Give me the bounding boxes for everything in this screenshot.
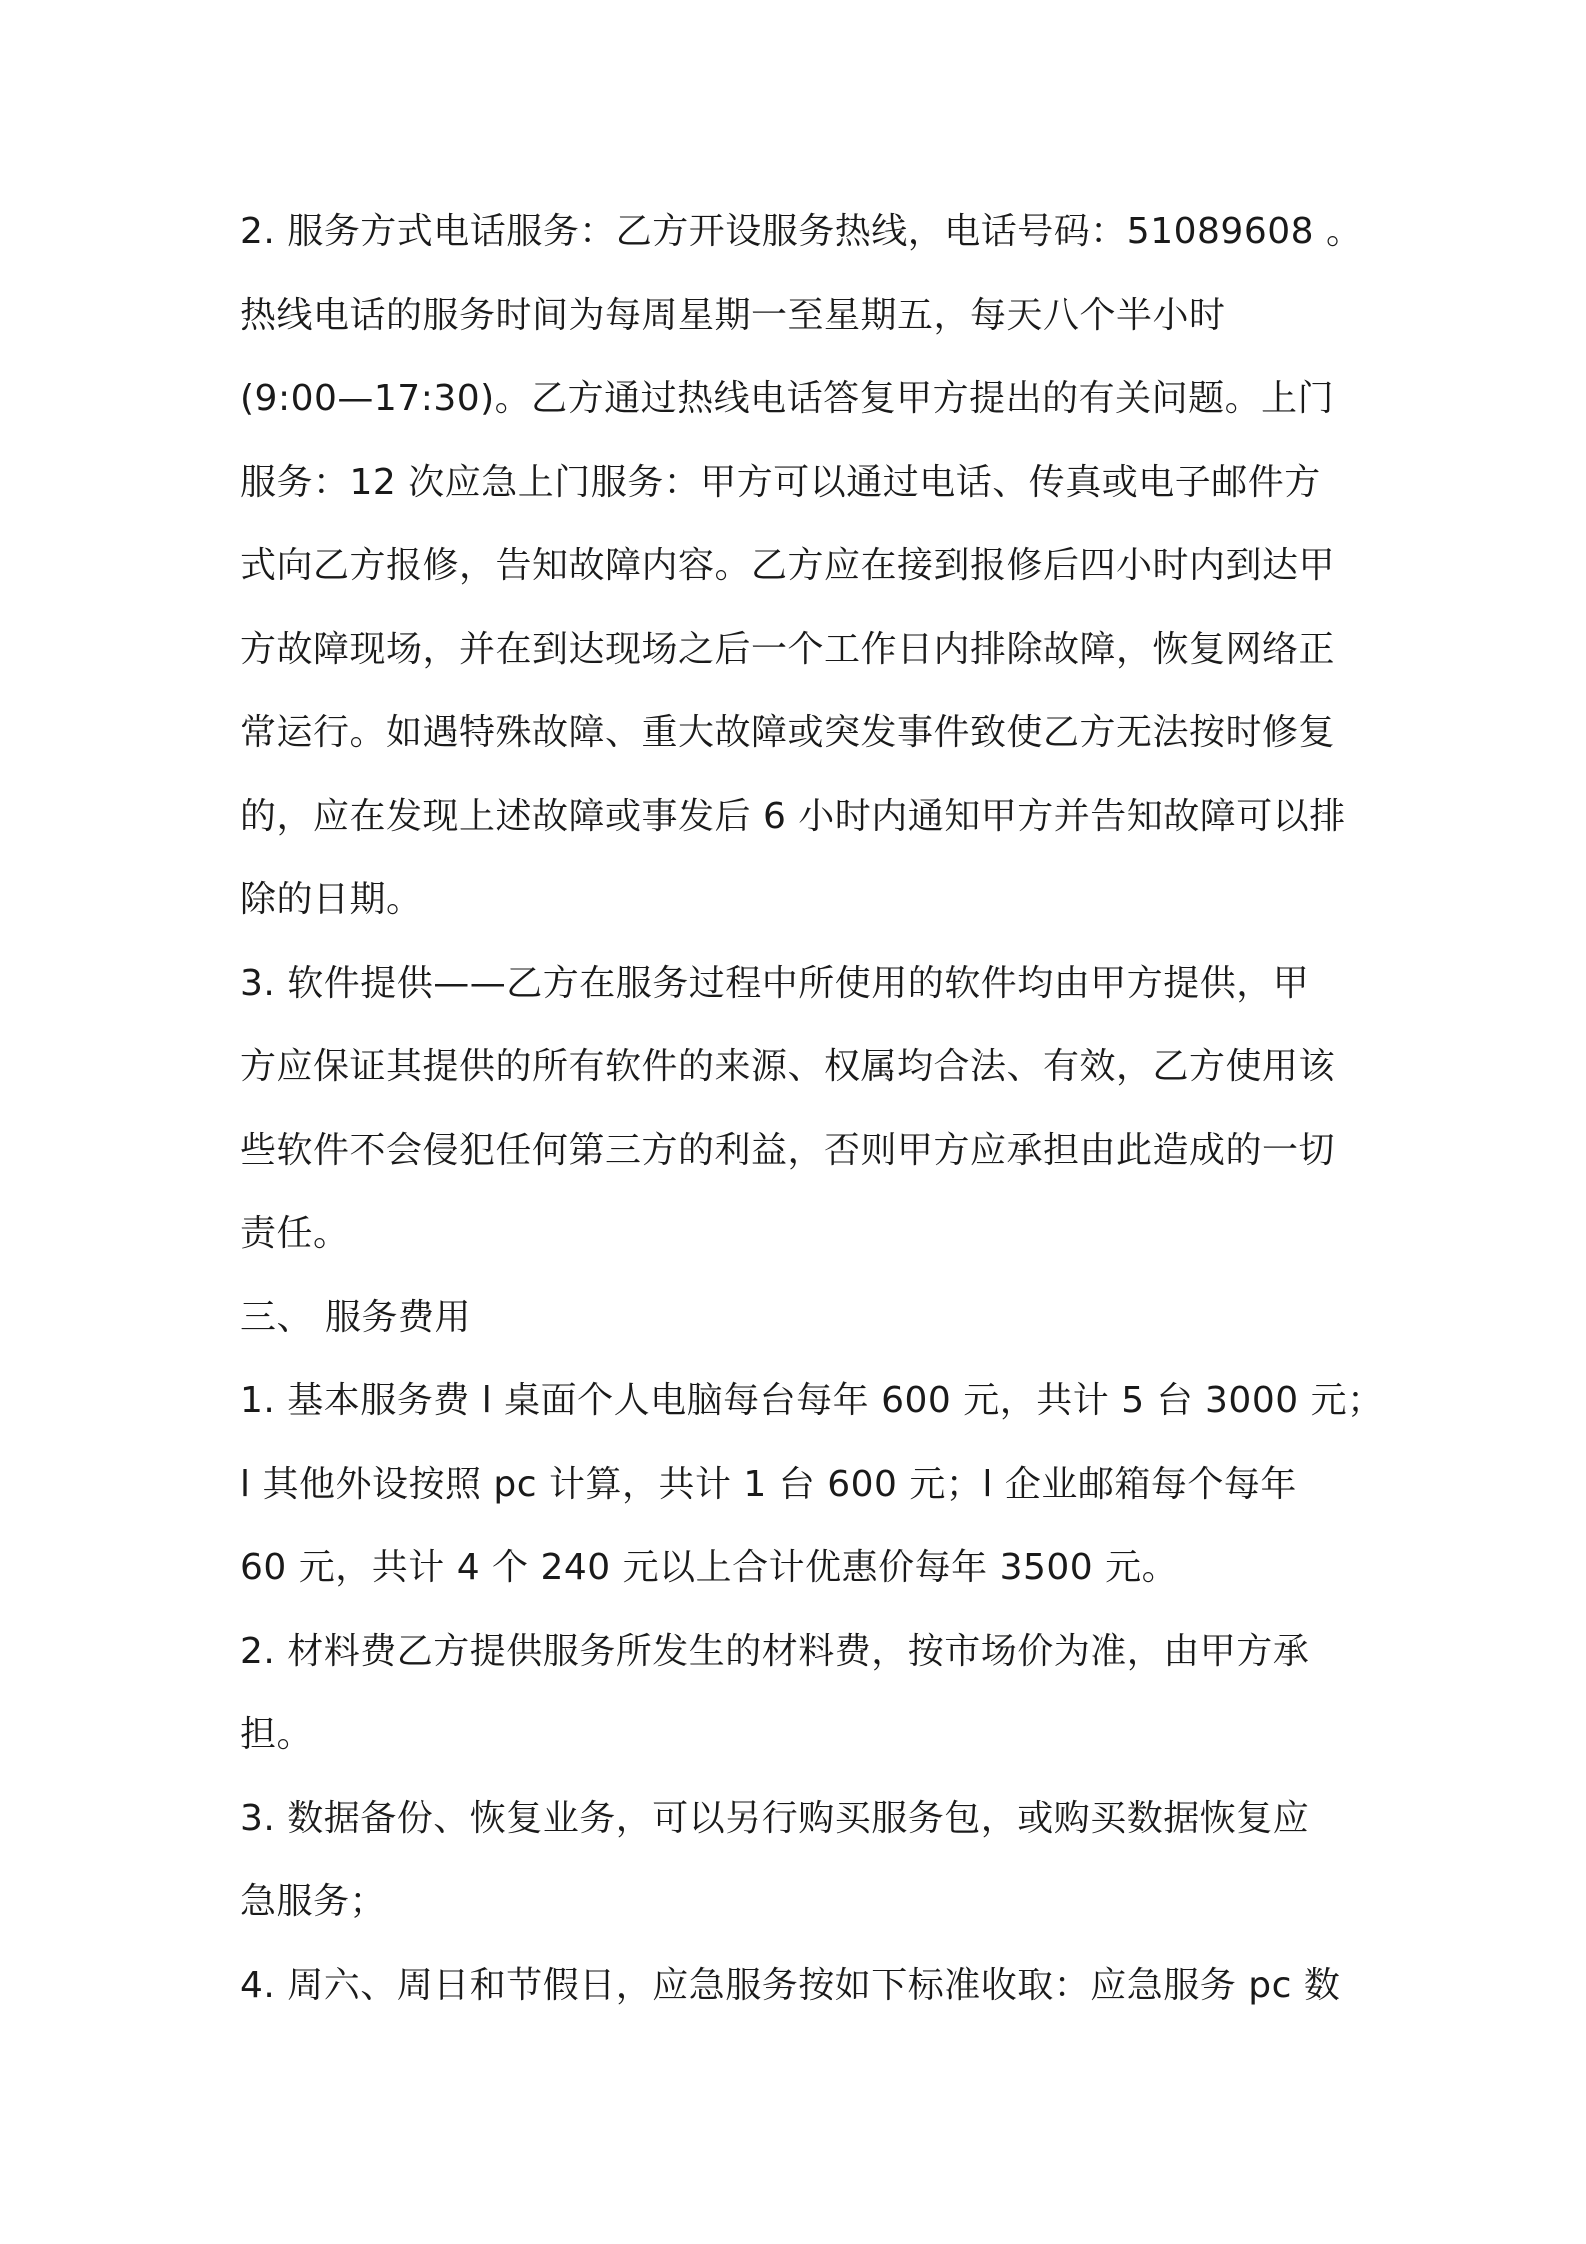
text-line: 急服务；: [240, 1881, 387, 1922]
text-line: 担。: [240, 1714, 314, 1755]
text-line: 些软件不会侵犯任何第三方的利益，否则甲方应承担由此造成的一切: [240, 1129, 1336, 1171]
text-line: 的，应在发现上述故障或事发后 6 小时内通知甲方并告知故障可以排: [240, 795, 1346, 837]
text-line: 2. 服务方式电话服务：乙方开设服务热线，电话号码：51089608 。: [240, 211, 1363, 252]
text-line: 除的日期。: [240, 879, 423, 920]
text-line: 1. 基本服务费 l 桌面个人电脑每台每年 600 元，共计 5 台 3000 元；: [240, 1380, 1384, 1421]
text-line: l 其他外设按照 pc 计算，共计 1 台 600 元；l 企业邮箱每个每年: [240, 1463, 1297, 1505]
text-line: 服务：12 次应急上门服务：甲方可以通过电话、传真或电子邮件方: [240, 461, 1321, 503]
text-line: 60 元，共计 4 个 240 元以上合计优惠价每年 3500 元。: [240, 1547, 1179, 1588]
text-line: 方故障现场，并在到达现场之后一个工作日内排除故障，恢复网络正: [240, 628, 1336, 670]
document-body: [240, 190, 1384, 2027]
text-line: 3. 软件提供——乙方在服务过程中所使用的软件均由甲方提供，甲: [240, 962, 1310, 1004]
text-line: 责任。: [240, 1213, 350, 1254]
text-line: 式向乙方报修，告知故障内容。乙方应在接到报修后四小时内到达甲: [240, 545, 1336, 586]
text-line: 3. 数据备份、恢复业务，可以另行购买服务包，或购买数据恢复应: [240, 1797, 1310, 1839]
text-line: 方应保证其提供的所有软件的来源、权属均合法、有效，乙方使用该: [240, 1046, 1336, 1087]
text-line: 4. 周六、周日和节假日，应急服务按如下标准收取：应急服务 pc 数: [240, 1964, 1341, 2006]
section-heading: 三、 服务费用: [240, 1296, 471, 1338]
text-line: 常运行。如遇特殊故障、重大故障或突发事件致使乙方无法按时修复: [240, 712, 1336, 753]
text-line: 热线电话的服务时间为每周星期一至星期五，每天八个半小时: [240, 294, 1226, 336]
text-line: 2. 材料费乙方提供服务所发生的材料费，按市场价为准，由甲方承: [240, 1630, 1310, 1672]
text-line: (9:00—17:30)。乙方通过热线电话答复甲方提出的有关问题。上门: [240, 378, 1335, 419]
